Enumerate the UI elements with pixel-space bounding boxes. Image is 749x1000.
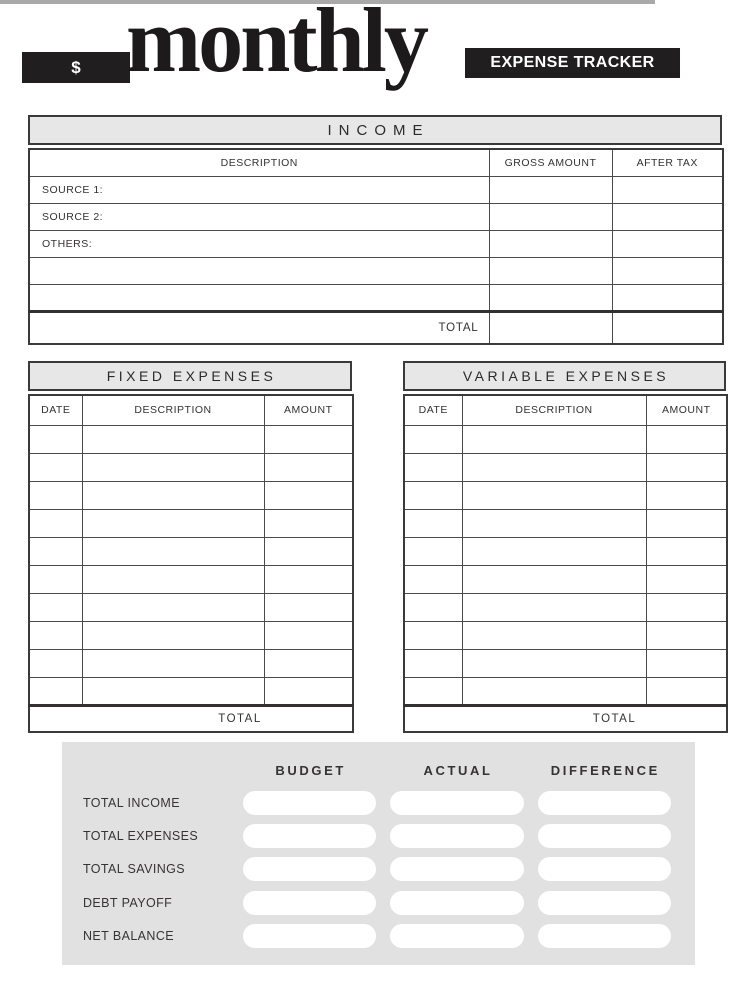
description-cell[interactable] bbox=[82, 677, 264, 705]
income-blank-row bbox=[29, 257, 723, 284]
expense-blank-row bbox=[29, 453, 353, 481]
date-cell[interactable] bbox=[29, 677, 82, 705]
amount-cell[interactable] bbox=[264, 481, 353, 509]
description-cell[interactable] bbox=[462, 649, 646, 677]
summary-label-total-expenses: TOTAL EXPENSES bbox=[83, 829, 199, 844]
income-others-aftertax-cell[interactable] bbox=[612, 230, 723, 257]
fixed-expenses-section bbox=[28, 361, 352, 733]
page-title: monthly bbox=[126, 0, 427, 91]
amount-cell[interactable] bbox=[264, 593, 353, 621]
expense-blank-row bbox=[29, 509, 353, 537]
income-section bbox=[28, 115, 722, 345]
description-cell[interactable] bbox=[82, 621, 264, 649]
dollar-icon: $ bbox=[71, 57, 81, 77]
description-cell[interactable] bbox=[82, 537, 264, 565]
column-header-description: DESCRIPTION bbox=[29, 149, 489, 176]
expense-blank-row bbox=[29, 593, 353, 621]
date-cell[interactable] bbox=[404, 649, 462, 677]
total-savings-budget-pill[interactable] bbox=[243, 857, 376, 881]
total-expenses-difference-pill[interactable] bbox=[538, 824, 671, 848]
date-cell[interactable] bbox=[29, 649, 82, 677]
income-row-source1 bbox=[29, 176, 723, 203]
date-cell[interactable] bbox=[29, 537, 82, 565]
description-cell[interactable] bbox=[82, 453, 264, 481]
total-expenses-actual-pill[interactable] bbox=[390, 824, 523, 848]
column-header-date: DATE bbox=[404, 395, 462, 425]
income-blank-description-cell[interactable] bbox=[29, 284, 489, 311]
income-source1-label-cell[interactable]: SOURCE 1: bbox=[29, 176, 489, 203]
variable-expenses-total-label: TOTAL bbox=[404, 705, 727, 732]
expense-blank-row bbox=[404, 593, 727, 621]
amount-cell[interactable] bbox=[646, 649, 727, 677]
summary-label-total-income: TOTAL INCOME bbox=[83, 795, 180, 810]
date-cell[interactable] bbox=[29, 509, 82, 537]
variable-expenses-title: VARIABLE EXPENSES bbox=[403, 361, 726, 391]
expense-blank-row bbox=[29, 481, 353, 509]
column-header-after-tax: AFTER TAX bbox=[612, 149, 723, 176]
debt-payoff-actual-pill[interactable] bbox=[390, 891, 523, 915]
date-cell[interactable] bbox=[29, 425, 82, 453]
description-cell[interactable] bbox=[462, 565, 646, 593]
fixed-expenses-total-label: TOTAL bbox=[29, 705, 353, 732]
income-blank-aftertax-cell[interactable] bbox=[612, 284, 723, 311]
fixed-expenses-table bbox=[28, 394, 354, 733]
description-cell[interactable] bbox=[82, 565, 264, 593]
expense-blank-row bbox=[404, 481, 727, 509]
income-blank-aftertax-cell[interactable] bbox=[612, 257, 723, 284]
summary-header-difference: DIFFERENCE bbox=[550, 762, 660, 778]
income-blank-gross-cell[interactable] bbox=[489, 257, 612, 284]
column-header-date: DATE bbox=[29, 395, 82, 425]
fixed-expenses-total-row bbox=[29, 705, 353, 732]
date-cell[interactable] bbox=[404, 481, 462, 509]
income-total-row bbox=[29, 311, 723, 344]
expense-blank-row bbox=[29, 565, 353, 593]
debt-payoff-difference-pill[interactable] bbox=[538, 891, 671, 915]
net-balance-difference-pill[interactable] bbox=[538, 924, 671, 948]
column-header-amount: AMOUNT bbox=[646, 395, 727, 425]
fixed-expenses-title: FIXED EXPENSES bbox=[28, 361, 352, 391]
date-cell[interactable] bbox=[404, 677, 462, 705]
variable-expenses-total-row bbox=[404, 705, 727, 732]
amount-cell[interactable] bbox=[264, 453, 353, 481]
description-cell[interactable] bbox=[462, 425, 646, 453]
summary-panel bbox=[62, 742, 695, 965]
amount-cell[interactable] bbox=[646, 453, 727, 481]
date-cell[interactable] bbox=[404, 425, 462, 453]
summary-header-actual: ACTUAL bbox=[423, 762, 493, 778]
variable-expenses-header-row bbox=[404, 395, 727, 425]
amount-cell[interactable] bbox=[264, 565, 353, 593]
summary-label-net-balance: NET BALANCE bbox=[83, 929, 175, 944]
income-source1-aftertax-cell[interactable] bbox=[612, 176, 723, 203]
description-cell[interactable] bbox=[462, 621, 646, 649]
expense-blank-row bbox=[404, 537, 727, 565]
date-cell[interactable] bbox=[29, 481, 82, 509]
expense-blank-row bbox=[29, 425, 353, 453]
date-cell[interactable] bbox=[29, 621, 82, 649]
total-expenses-budget-pill[interactable] bbox=[243, 824, 376, 848]
total-savings-actual-pill[interactable] bbox=[390, 857, 523, 881]
amount-cell[interactable] bbox=[646, 509, 727, 537]
summary-header-budget: BUDGET bbox=[275, 762, 346, 778]
variable-expenses-section bbox=[403, 361, 726, 733]
amount-cell[interactable] bbox=[264, 677, 353, 705]
income-source2-label-cell[interactable]: SOURCE 2: bbox=[29, 203, 489, 230]
total-income-difference-pill[interactable] bbox=[538, 791, 671, 815]
column-header-gross-amount: GROSS AMOUNT bbox=[489, 149, 612, 176]
amount-cell[interactable] bbox=[646, 537, 727, 565]
income-source2-gross-cell[interactable] bbox=[489, 203, 612, 230]
total-income-budget-pill[interactable] bbox=[243, 791, 376, 815]
amount-cell[interactable] bbox=[264, 425, 353, 453]
summary-label-total-savings: TOTAL SAVINGS bbox=[83, 862, 185, 877]
date-cell[interactable] bbox=[29, 453, 82, 481]
column-header-description: DESCRIPTION bbox=[82, 395, 264, 425]
net-balance-actual-pill[interactable] bbox=[390, 924, 523, 948]
date-cell[interactable] bbox=[404, 537, 462, 565]
amount-cell[interactable] bbox=[264, 509, 353, 537]
income-source1-gross-cell[interactable] bbox=[489, 176, 612, 203]
subtitle-badge: EXPENSE TRACKER bbox=[465, 48, 680, 78]
expense-blank-row bbox=[404, 649, 727, 677]
expense-blank-row bbox=[404, 453, 727, 481]
description-cell[interactable] bbox=[462, 481, 646, 509]
expense-blank-row bbox=[404, 621, 727, 649]
expenses-section bbox=[28, 361, 726, 733]
amount-cell[interactable] bbox=[646, 481, 727, 509]
income-source2-aftertax-cell[interactable] bbox=[612, 203, 723, 230]
fixed-expenses-header-row bbox=[29, 395, 353, 425]
income-total-label: TOTAL bbox=[29, 311, 489, 344]
description-cell[interactable] bbox=[82, 481, 264, 509]
expense-blank-row bbox=[404, 509, 727, 537]
description-cell[interactable] bbox=[82, 425, 264, 453]
column-header-description: DESCRIPTION bbox=[462, 395, 646, 425]
date-cell[interactable] bbox=[404, 509, 462, 537]
description-cell[interactable] bbox=[462, 509, 646, 537]
amount-cell[interactable] bbox=[264, 621, 353, 649]
variable-expenses-table bbox=[403, 394, 728, 733]
income-others-label-cell[interactable]: OTHERS: bbox=[29, 230, 489, 257]
total-savings-difference-pill[interactable] bbox=[538, 857, 671, 881]
expense-blank-row bbox=[29, 537, 353, 565]
date-cell[interactable] bbox=[29, 565, 82, 593]
expense-blank-row bbox=[404, 425, 727, 453]
income-blank-description-cell[interactable] bbox=[29, 257, 489, 284]
income-others-gross-cell[interactable] bbox=[489, 230, 612, 257]
expense-blank-row bbox=[29, 649, 353, 677]
income-row-source2 bbox=[29, 203, 723, 230]
income-blank-row bbox=[29, 284, 723, 311]
description-cell[interactable] bbox=[82, 509, 264, 537]
summary-label-debt-payoff: DEBT PAYOFF bbox=[83, 895, 173, 910]
description-cell[interactable] bbox=[82, 593, 264, 621]
date-cell[interactable] bbox=[404, 453, 462, 481]
date-cell[interactable] bbox=[404, 621, 462, 649]
dollar-badge bbox=[22, 52, 130, 83]
description-cell[interactable] bbox=[462, 537, 646, 565]
date-cell[interactable] bbox=[404, 565, 462, 593]
expense-blank-row bbox=[29, 621, 353, 649]
income-blank-gross-cell[interactable] bbox=[489, 284, 612, 311]
date-cell[interactable] bbox=[29, 593, 82, 621]
description-cell[interactable] bbox=[462, 593, 646, 621]
amount-cell[interactable] bbox=[264, 649, 353, 677]
description-cell[interactable] bbox=[462, 453, 646, 481]
income-total-aftertax-cell[interactable] bbox=[612, 311, 723, 344]
total-income-actual-pill[interactable] bbox=[390, 791, 523, 815]
income-title: INCOME bbox=[28, 115, 722, 145]
amount-cell[interactable] bbox=[646, 565, 727, 593]
expense-blank-row bbox=[29, 677, 353, 705]
description-cell[interactable] bbox=[82, 649, 264, 677]
expense-blank-row bbox=[404, 565, 727, 593]
amount-cell[interactable] bbox=[646, 621, 727, 649]
amount-cell[interactable] bbox=[646, 425, 727, 453]
amount-cell[interactable] bbox=[646, 677, 727, 705]
description-cell[interactable] bbox=[462, 677, 646, 705]
debt-payoff-budget-pill[interactable] bbox=[243, 891, 376, 915]
income-row-others bbox=[29, 230, 723, 257]
date-cell[interactable] bbox=[404, 593, 462, 621]
amount-cell[interactable] bbox=[646, 593, 727, 621]
income-total-gross-cell[interactable] bbox=[489, 311, 612, 344]
income-header-row bbox=[29, 149, 723, 176]
expense-blank-row bbox=[404, 677, 727, 705]
column-header-amount: AMOUNT bbox=[264, 395, 353, 425]
amount-cell[interactable] bbox=[264, 537, 353, 565]
net-balance-budget-pill[interactable] bbox=[243, 924, 376, 948]
income-table bbox=[28, 148, 724, 345]
